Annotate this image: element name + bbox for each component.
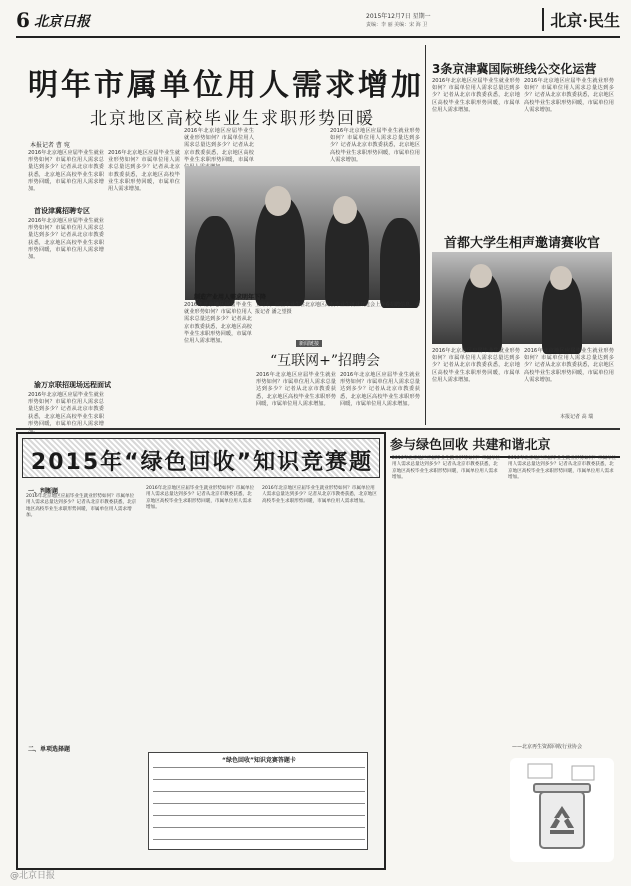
editors-line: 责编：李 丽 美编：宋 海 卫 (366, 22, 428, 28)
mid-headline: “互联网+”招聘会 (270, 353, 381, 369)
quiz-section-1: 一、判断题 (28, 488, 59, 495)
recycle-bin-icon (510, 758, 614, 862)
photo-figure (380, 218, 420, 308)
right-body-1b: 2016年北京地区应届毕业生就业形势如何？市属单位用人需求总量达到多少？记者从北京市教委获悉，北京地区高校毕业生求职形势回暖，市属单位用人需求增加。 (524, 78, 614, 113)
answer-row[interactable] (153, 767, 365, 775)
photo-face (550, 266, 572, 290)
answer-row[interactable] (153, 791, 365, 799)
main-body-col1: 2016年北京地区应届毕业生就业形势如何？市属单位用人需求总量达到多少？记者从北京市教委获悉，北京地区高校毕业生求职形势回暖，市属单位用人需求增加。 (28, 218, 104, 261)
main-byline: 本报记者 曹 宛 (30, 142, 70, 149)
main-body-col4: 2016年北京地区应届毕业生就业形势如何？市属单位用人需求总量达到多少？记者从北京市教委获悉，北京地区高校毕业生求职形势回暖，市属单位用人需求增加。 (330, 128, 420, 163)
answer-row[interactable] (153, 827, 365, 835)
right-headline-1: 3条京津冀国际班线公交化运营 (432, 62, 597, 76)
quiz-questions-col2: 2016年北京地区应届毕业生就业形势如何？市属单位用人需求总量达到多少？记者从北京市教委获悉，北京地区高校毕业生求职形势回暖，市属单位用人需求增加。 (146, 486, 255, 510)
recycle-closing: ——北京再生资源回收行业协会 (512, 744, 583, 750)
quiz-banner (22, 438, 380, 478)
answer-sheet (148, 752, 368, 850)
main-body-intro: 2016年北京地区应届毕业生就业形势如何？市属单位用人需求总量达到多少？记者从北京市教委获悉，北京地区高校毕业生求职形势回暖，市属单位用人需求增加。 (28, 150, 104, 193)
main-headline: 明年市属单位用人需求增加 (28, 68, 424, 103)
masthead (16, 8, 620, 38)
main-photo-caption: 上周末，应届毕业生在北京地区高校毕业生就业双选会上查看招聘信息。本报记者 潘之望摄 (255, 302, 421, 315)
subhead-2: 渝万京联招现场远程面试 (34, 381, 111, 389)
recycle-title: 参与绿色回收 共建和谐北京 (390, 434, 620, 458)
quiz-questions-col3: 2016年北京地区应届毕业生就业形势如何？市属单位用人需求总量达到多少？记者从北京市教委获悉，北京地区高校毕业生求职形势回暖，市属单位用人需求增加。 (262, 486, 377, 504)
main-photo (185, 166, 420, 300)
section-tag: 北京·民生 (542, 8, 620, 31)
mid-body-col1: 2016年北京地区应届毕业生就业形势如何？市属单位用人需求总量达到多少？记者从北京市教委获悉，北京地区高校毕业生求职形势回暖，市属单位用人需求增加。 (184, 302, 252, 345)
page-number: 6 (16, 8, 30, 32)
main-body-col1b: 2016年北京地区应届毕业生就业形势如何？市属单位用人需求总量达到多少？记者从北京市教委获悉，北京地区高校毕业生求职形势回暖，市属单位用人需求增 (28, 392, 104, 427)
recycle-section (390, 432, 620, 870)
quiz-questions-col1: 2016年北京地区应届毕业生就业形势如何？市属单位用人需求总量达到多少？记者从北京市教委获悉，北京地区高校毕业生求职形势回暖，市属单位用人需求增加。 (26, 494, 137, 518)
section-divider (16, 428, 620, 430)
right-byline-2: 本报记者 高 瑞 (560, 414, 594, 420)
crosstalk-photo (432, 252, 612, 344)
photo-face (470, 264, 492, 288)
mid-head: 制造产业用人需求明年下降 (194, 294, 267, 301)
paper-name: 北京日报 (34, 14, 90, 30)
news-link-tag: 新闻链接 (296, 340, 322, 347)
quiz-section (16, 432, 386, 870)
photo-face (265, 186, 291, 216)
answer-sheet-title: “绿色回收”知识竞赛答题卡 (222, 757, 296, 764)
right-headline-2: 首都大学生相声邀请赛收官 (444, 236, 601, 251)
date-line: 2015年12月7日 星期一 (366, 13, 431, 20)
photo-face (333, 196, 357, 224)
right-body-2a: 2016年北京地区应届毕业生就业形势如何？市属单位用人需求总量达到多少？记者从北京市教委获悉，北京地区高校毕业生求职形势回暖，市属单位用人需求增加。 (432, 348, 520, 383)
answer-row[interactable] (153, 839, 365, 847)
recycle-body-col2: 2016年北京地区应届毕业生就业形势如何？市属单位用人需求总量达到多少？记者从北京市教委获悉，北京地区高校毕业生求职形势回暖，市属单位用人需求增加。 (508, 456, 617, 480)
quiz-title: 2015年“绿色回收”知识竞赛题 (30, 450, 374, 475)
mid-body-col2: 2016年北京地区应届毕业生就业形势如何？市属单位用人需求总量达到多少？记者从北京市教委获悉，北京地区高校毕业生求职形势回暖，市属单位用人需求增加。 (256, 372, 336, 407)
recycle-body-col1: 2016年北京地区应届毕业生就业形势如何？市属单位用人需求总量达到多少？记者从北京市教委获悉，北京地区高校毕业生求职形势回暖，市属单位用人需求增加。 (392, 456, 501, 480)
column-rule (425, 45, 426, 425)
main-subhead: 北京地区高校毕业生求职形势回暖 (90, 109, 375, 129)
right-body-1a: 2016年北京地区应届毕业生就业形势如何？市属单位用人需求总量达到多少？记者从北京市教委获悉，北京地区高校毕业生求职形势回暖，市属单位用人需求增加。 (432, 78, 520, 113)
main-body-col2: 2016年北京地区应届毕业生就业形势如何？市属单位用人需求总量达到多少？记者从北京市教委获悉，北京地区高校毕业生求职形势回暖，市属单位用人需求增加。 (108, 150, 180, 193)
answer-row[interactable] (153, 779, 365, 787)
right-body-2b: 2016年北京地区应届毕业生就业形势如何？市属单位用人需求总量达到多少？记者从北京市教委获悉，北京地区高校毕业生求职形势回暖，市属单位用人需求增加。 (524, 348, 614, 383)
quiz-section-2: 二、单项选择题 (28, 746, 71, 753)
answer-row[interactable] (153, 815, 365, 823)
mid-body-col3: 2016年北京地区应届毕业生就业形势如何？市属单位用人需求总量达到多少？记者从北京市教委获悉，北京地区高校毕业生求职形势回暖，市属单位用人需求增加。 (340, 372, 420, 407)
main-body-col3: 2016年北京地区应届毕业生就业形势如何？市属单位用人需求总量达到多少？记者从北京市教委获悉，北京地区高校毕业生求职形势回暖，市属单 (184, 128, 254, 163)
watermark: @北京日报 (10, 871, 56, 881)
subhead-1: 首设津冀招聘专区 (34, 207, 90, 215)
answer-row[interactable] (153, 803, 365, 811)
recycle-bin-illustration (510, 758, 614, 862)
